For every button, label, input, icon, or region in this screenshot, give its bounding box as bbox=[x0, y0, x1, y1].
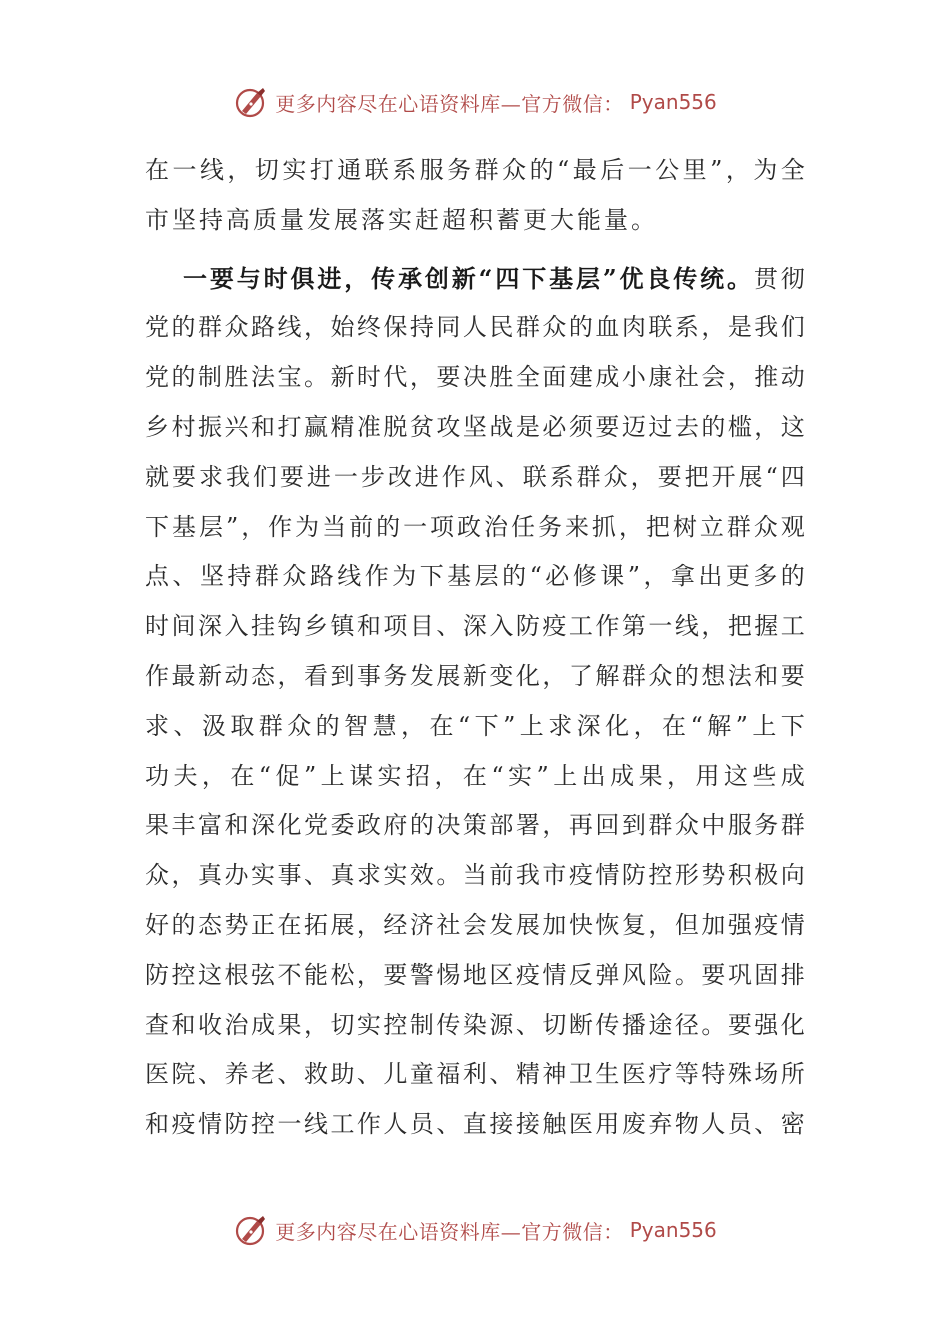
footer-banner bbox=[0, 1210, 950, 1250]
pen-nib-circle-icon bbox=[233, 1212, 269, 1248]
text-line: 下基层”，作为当前的一项政治任务来抓，把树立群众观 bbox=[145, 512, 805, 541]
text-line: 时间深入挂钩乡镇和项目、深入防疫工作第一线，把握工 bbox=[145, 612, 805, 641]
text-line: 防控这根弦不能松，要警惕地区疫情反弹风险。要巩固排 bbox=[145, 960, 805, 989]
text-line: 医院、养老、救助、儿童福利、精神卫生医疗等特殊场所 bbox=[145, 1060, 805, 1089]
text-line: 果丰富和深化党委政府的决策部署，再回到群众中服务群 bbox=[145, 811, 805, 840]
header-banner-id: Pyan556 bbox=[629, 90, 717, 114]
text-line: 就要求我们要进一步改进作风、联系群众，要把开展“四 bbox=[145, 462, 805, 491]
text-line: 市坚持高质量发展落实赶超积蓄更大能量。 bbox=[145, 205, 658, 234]
paragraph-2 bbox=[145, 254, 805, 1150]
footer-banner-text: 更多内容尽在心语资料库—官方微信： bbox=[275, 1219, 624, 1244]
text-line: 党的制胜法宝。新时代，要决胜全面建成小康社会，推动 bbox=[145, 363, 805, 392]
text-line: 求、汲取群众的智慧，在“下”上求深化，在“解”上下 bbox=[145, 711, 805, 740]
document-body bbox=[145, 146, 805, 1150]
paragraph-1 bbox=[145, 146, 805, 246]
paragraph-heading: 一要与时俱进，传承创新“四下基层”优良传统。 bbox=[183, 263, 754, 293]
text-line: 党的群众路线，始终保持同人民群众的血肉联系，是我们 bbox=[145, 313, 805, 342]
text-line: 众，真办实事、真求实效。当前我市疫情防控形势积极向 bbox=[145, 861, 805, 890]
text-line: 作最新动态，看到事务发展新变化，了解群众的想法和要 bbox=[145, 661, 805, 690]
header-banner-text: 更多内容尽在心语资料库—官方微信： bbox=[275, 91, 624, 116]
text-line: 和疫情防控一线工作人员、直接接触医用废弃物人员、密 bbox=[145, 1110, 805, 1139]
header-banner bbox=[0, 82, 950, 122]
paragraph-2-first-line-rest: 贯彻 bbox=[753, 264, 805, 293]
pen-nib-circle-icon bbox=[233, 84, 269, 120]
text-line: 好的态势正在拓展，经济社会发展加快恢复，但加强疫情 bbox=[145, 910, 805, 939]
paragraph-2-first-line bbox=[145, 254, 805, 304]
text-line: 乡村振兴和打赢精准脱贫攻坚战是必须要迈过去的槛，这 bbox=[145, 412, 805, 441]
text-line: 点、坚持群众路线作为下基层的“必修课”，拿出更多的 bbox=[145, 562, 805, 591]
footer-banner-id: Pyan556 bbox=[629, 1218, 717, 1242]
text-line: 功夫，在“促”上谋实招，在“实”上出成果，用这些成 bbox=[145, 761, 805, 790]
text-line: 查和收治成果，切实控制传染源、切断传播途径。要强化 bbox=[145, 1010, 805, 1039]
text-line: 在一线，切实打通联系服务群众的“最后一公里”，为全 bbox=[145, 156, 805, 184]
